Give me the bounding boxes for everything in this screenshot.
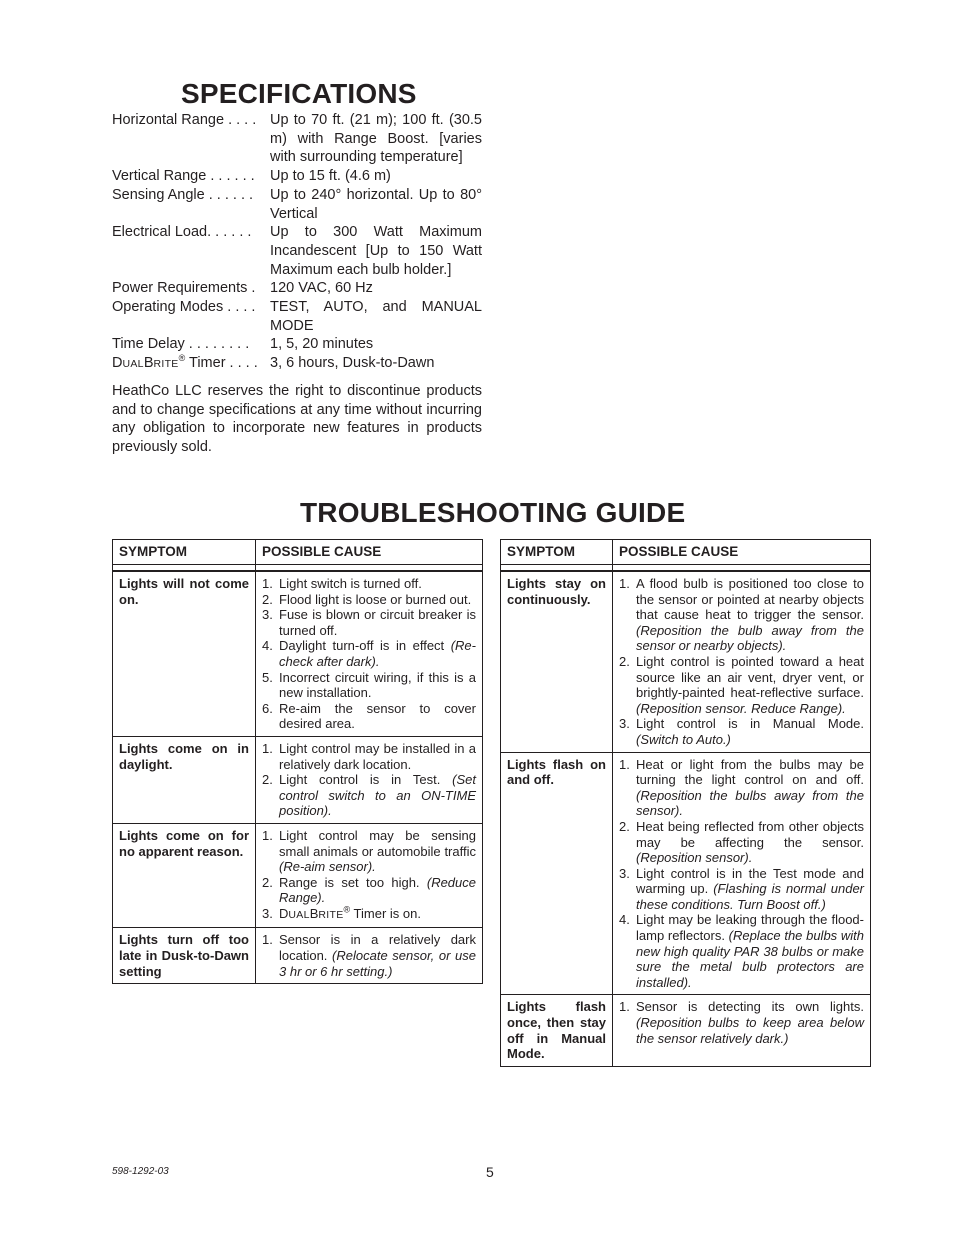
specifications-list	[112, 111, 482, 457]
cause-text: Light switch is turned off.	[279, 576, 422, 591]
symptom-cell: Lights stay on continuously.	[501, 571, 613, 752]
cause-number: 6.	[262, 700, 273, 716]
cause-item	[262, 592, 476, 608]
cause-item	[619, 654, 864, 716]
spec-label: Operating Modes . . . .	[112, 299, 256, 316]
cause-text-wrap	[279, 828, 476, 875]
timer-label-suffix: Timer . . . .	[185, 355, 258, 372]
disclaimer-text: HeathCo LLC reserves the right to discontinue products and to change specifications at any time without incurring any obligation to incorporate new features in products previously sold.	[112, 382, 482, 455]
cause-item	[262, 670, 476, 701]
table-row	[113, 823, 483, 928]
cause-item	[262, 875, 476, 906]
cause-list	[619, 576, 864, 748]
cause-text-wrap	[636, 819, 864, 866]
symptom-cell: Lights will not come on.	[113, 571, 256, 736]
cause-list	[619, 999, 864, 1046]
spec-label: Vertical Range . . . . . .	[112, 168, 255, 185]
dualbrite-rite: RITE	[153, 358, 179, 371]
spec-row	[112, 335, 482, 354]
cause-list	[619, 757, 864, 991]
spec-value: Up to 300 Watt Maximum Incandescent [Up to 150 Watt Maximum each bulb holder.]	[270, 224, 482, 278]
dualbrite-d: D	[279, 905, 289, 921]
cause-number: 1.	[619, 576, 630, 591]
cause-item	[262, 701, 476, 732]
spec-value: Up to 15 ft. (4.6 m)	[270, 168, 391, 185]
spec-row	[112, 298, 482, 335]
cause-text: Fuse is blown or circuit breaker is turned off.	[279, 607, 476, 638]
cause-text: A flood bulb is positioned too close to the sensor or pointed at nearby objects that cause heat to trigger the sensor.	[636, 576, 864, 623]
cause-remedy: (Reposition bulbs to keep area below the sensor relatively dark.)	[636, 1015, 864, 1046]
spec-row	[112, 186, 482, 223]
cause-number: 2.	[619, 818, 630, 834]
cause-text-wrap	[636, 654, 864, 716]
cause-text-wrap	[279, 576, 476, 592]
cause-text-wrap	[279, 875, 476, 906]
cause-number: 5.	[262, 669, 273, 685]
cause-remedy: (Reposition sensor).	[636, 850, 753, 866]
cause-cell	[256, 736, 483, 823]
cause-list	[262, 828, 476, 924]
cause-item	[262, 741, 476, 772]
table-row	[113, 928, 483, 984]
cause-text-wrap	[636, 716, 864, 747]
cause-number: 2.	[262, 772, 273, 788]
cause-text: Light control may be sensing small animals or automobile traffic	[279, 827, 476, 859]
symptom-cell: Lights come on for no apparent reason.	[113, 823, 256, 928]
spec-value-timer: 3, 6 hours, Dusk-to-Dawn	[270, 355, 435, 372]
symptom-cell: Lights turn off too late in Dusk-to-Dawn setting	[113, 928, 256, 984]
cause-text-wrap	[279, 701, 476, 732]
document-code: 598-1292-03	[112, 1166, 169, 1177]
cause-number: 4.	[262, 638, 273, 654]
cause-number: 1.	[262, 576, 273, 591]
cause-text-wrap	[636, 576, 864, 654]
spec-row	[112, 111, 482, 167]
cause-number: 1.	[262, 827, 273, 843]
spec-value: Up to 240° horizontal. Up to 80° Vertical	[270, 186, 482, 222]
cause-text-wrap	[279, 607, 476, 638]
cause-text-wrap	[279, 638, 476, 669]
cause-cell	[256, 928, 483, 984]
cause-remedy: (Set control switch to an ON-TIME position).	[279, 772, 476, 819]
spec-value: TEST, AUTO, and MANUAL MODE	[270, 299, 482, 334]
spec-row-timer	[112, 354, 482, 374]
cause-text-wrap	[279, 906, 476, 924]
dualbrite-suffix: Timer is on.	[350, 905, 421, 921]
page-number: 5	[486, 1164, 494, 1180]
registered-mark: ®	[178, 354, 186, 364]
dualbrite-reg: ®	[343, 904, 351, 915]
table-row	[113, 571, 483, 736]
cause-text-wrap	[636, 912, 864, 990]
cause-number: 1.	[262, 932, 273, 948]
cause-text: Heat or light from the bulbs may be turning the light control on and off.	[636, 756, 864, 788]
cause-text: Sensor is detecting its own lights.	[636, 999, 864, 1015]
cause-remedy: (Flashing is normal under these conditions. Turn Boost off.)	[636, 881, 864, 912]
spec-value: 1, 5, 20 minutes	[270, 336, 374, 353]
symptom-cell: Lights come on in daylight.	[113, 736, 256, 823]
cause-number: 3.	[619, 865, 630, 881]
cause-list	[262, 932, 476, 979]
cause-text: Light control is in Manual Mode.	[636, 716, 864, 732]
spec-value: 120 VAC, 60 Hz	[270, 280, 373, 297]
spec-label-timer	[112, 354, 270, 374]
spec-label: Sensing Angle . . . . . .	[112, 186, 254, 203]
spec-label: Power Requirements .	[112, 280, 256, 297]
cause-number: 4.	[619, 912, 630, 928]
cause-text-wrap	[636, 999, 864, 1046]
dualbrite-b: B	[143, 355, 154, 372]
dualbrite-b: B	[309, 905, 319, 921]
cause-number: 1.	[619, 999, 630, 1015]
cause-text: Flood light is loose or burned out.	[279, 591, 472, 607]
header-symptom: SYMPTOM	[501, 540, 613, 565]
cause-number: 1.	[619, 756, 630, 772]
cause-item	[262, 607, 476, 638]
cause-cell	[613, 995, 871, 1066]
symptom-cell: Lights flash once, then stay off in Manual Mode.	[501, 995, 613, 1066]
cause-text-wrap	[636, 866, 864, 913]
cause-item	[262, 932, 476, 979]
cause-remedy: (Re-aim sensor).	[279, 859, 376, 875]
cause-text: Light control may be installed in a relatively dark location.	[279, 740, 476, 772]
cause-text: Light may be leaking through the flood-lamp reflectors.	[636, 912, 864, 944]
spec-label: Horizontal Range . . . .	[112, 112, 257, 128]
cause-list	[262, 741, 476, 819]
specifications-title: SPECIFICATIONS	[181, 78, 417, 109]
cause-text-wrap	[279, 670, 476, 701]
cause-item	[619, 912, 864, 990]
cause-text: Heat being reflected from other objects may be affecting the sensor.	[636, 818, 864, 850]
cause-text-wrap	[279, 772, 476, 819]
cause-remedy: (Reduce Range).	[279, 874, 476, 906]
header-possible-cause: POSSIBLE CAUSE	[613, 540, 871, 565]
cause-text-wrap	[279, 932, 476, 979]
cause-remedy: (Switch to Auto.)	[636, 731, 731, 747]
header-possible-cause: POSSIBLE CAUSE	[256, 540, 483, 565]
dualbrite-d: D	[112, 355, 123, 372]
spec-row	[112, 279, 482, 298]
cause-number: 3.	[262, 607, 273, 623]
cause-text: Light control is pointed toward a heat source like an air vent, dryer vent, or brightly-painted heat-reflective surface.	[636, 653, 864, 701]
cause-item	[619, 819, 864, 866]
cause-text: Light control is in the Test mode and warming up.	[636, 865, 864, 897]
table-row	[113, 736, 483, 823]
table-row	[501, 995, 871, 1066]
cause-item	[619, 716, 864, 747]
cause-cell	[256, 823, 483, 928]
dualbrite-rite: RITE	[318, 908, 344, 921]
cause-cell	[256, 571, 483, 736]
cause-text: Re-aim the sensor to cover desired area.	[279, 700, 476, 732]
cause-text: Incorrect circuit wiring, if this is a new installation.	[279, 669, 476, 701]
cause-number: 3.	[619, 716, 630, 732]
cause-remedy: (Re-check after dark).	[279, 638, 476, 669]
cause-text: Daylight turn-off is in effect	[279, 638, 451, 654]
dualbrite-ual: UAL	[122, 358, 144, 371]
cause-text: Sensor is in a relatively dark location.	[279, 932, 476, 964]
symptom-cell: Lights flash on and off.	[501, 752, 613, 995]
spec-row	[112, 167, 482, 186]
spec-label: Electrical Load. . . . . .	[112, 224, 252, 241]
cause-text: Light control is in Test.	[279, 772, 453, 788]
troubleshooting-title: TROUBLESHOOTING GUIDE	[300, 497, 686, 528]
cause-item	[262, 828, 476, 875]
cause-remedy: (Relocate sensor, or use 3 hr or 6 hr setting.)	[279, 948, 476, 979]
table-row	[501, 571, 871, 752]
cause-item	[619, 866, 864, 913]
spec-label: Time Delay . . . . . . . .	[112, 336, 250, 353]
cause-number: 2.	[619, 653, 630, 669]
spec-row	[112, 223, 482, 279]
cause-text: Range is set too high.	[279, 874, 427, 890]
cause-item	[619, 757, 864, 819]
cause-number: 2.	[262, 874, 273, 890]
dualbrite-ual: UAL	[288, 908, 310, 921]
troubleshooting-table-right	[500, 539, 871, 1067]
cause-number: 1.	[262, 740, 273, 756]
cause-text-wrap	[636, 757, 864, 819]
cause-text-wrap	[279, 592, 476, 608]
cause-item	[619, 999, 864, 1046]
table-row	[501, 752, 871, 995]
cause-number: 2.	[262, 591, 273, 607]
cause-list	[262, 576, 476, 732]
cause-cell	[613, 571, 871, 752]
cause-remedy: (Reposition the bulb away from the sensor or nearby objects).	[636, 622, 864, 654]
troubleshooting-table-left	[112, 539, 483, 984]
cause-text-wrap	[279, 741, 476, 772]
cause-remedy: (Reposition sensor. Reduce Range).	[636, 700, 846, 716]
cause-cell	[613, 752, 871, 995]
header-symptom: SYMPTOM	[113, 540, 256, 565]
cause-number: 3.	[262, 905, 273, 921]
cause-item	[262, 638, 476, 669]
cause-remedy: (Reposition the bulbs away from the sensor).	[636, 787, 864, 819]
cause-item	[619, 576, 864, 654]
cause-remedy: (Replace the bulbs with new high quality PAR 38 bulbs or make sure the metal bulb protectors are installed).	[636, 928, 864, 990]
spec-rows	[112, 111, 482, 354]
cause-item	[262, 906, 476, 924]
cause-item	[262, 576, 476, 592]
cause-item	[262, 772, 476, 819]
spec-value: Up to 70 ft. (21 m); 100 ft. (30.5 m) with Range Boost. [varies with surrounding temperature]	[270, 112, 482, 166]
